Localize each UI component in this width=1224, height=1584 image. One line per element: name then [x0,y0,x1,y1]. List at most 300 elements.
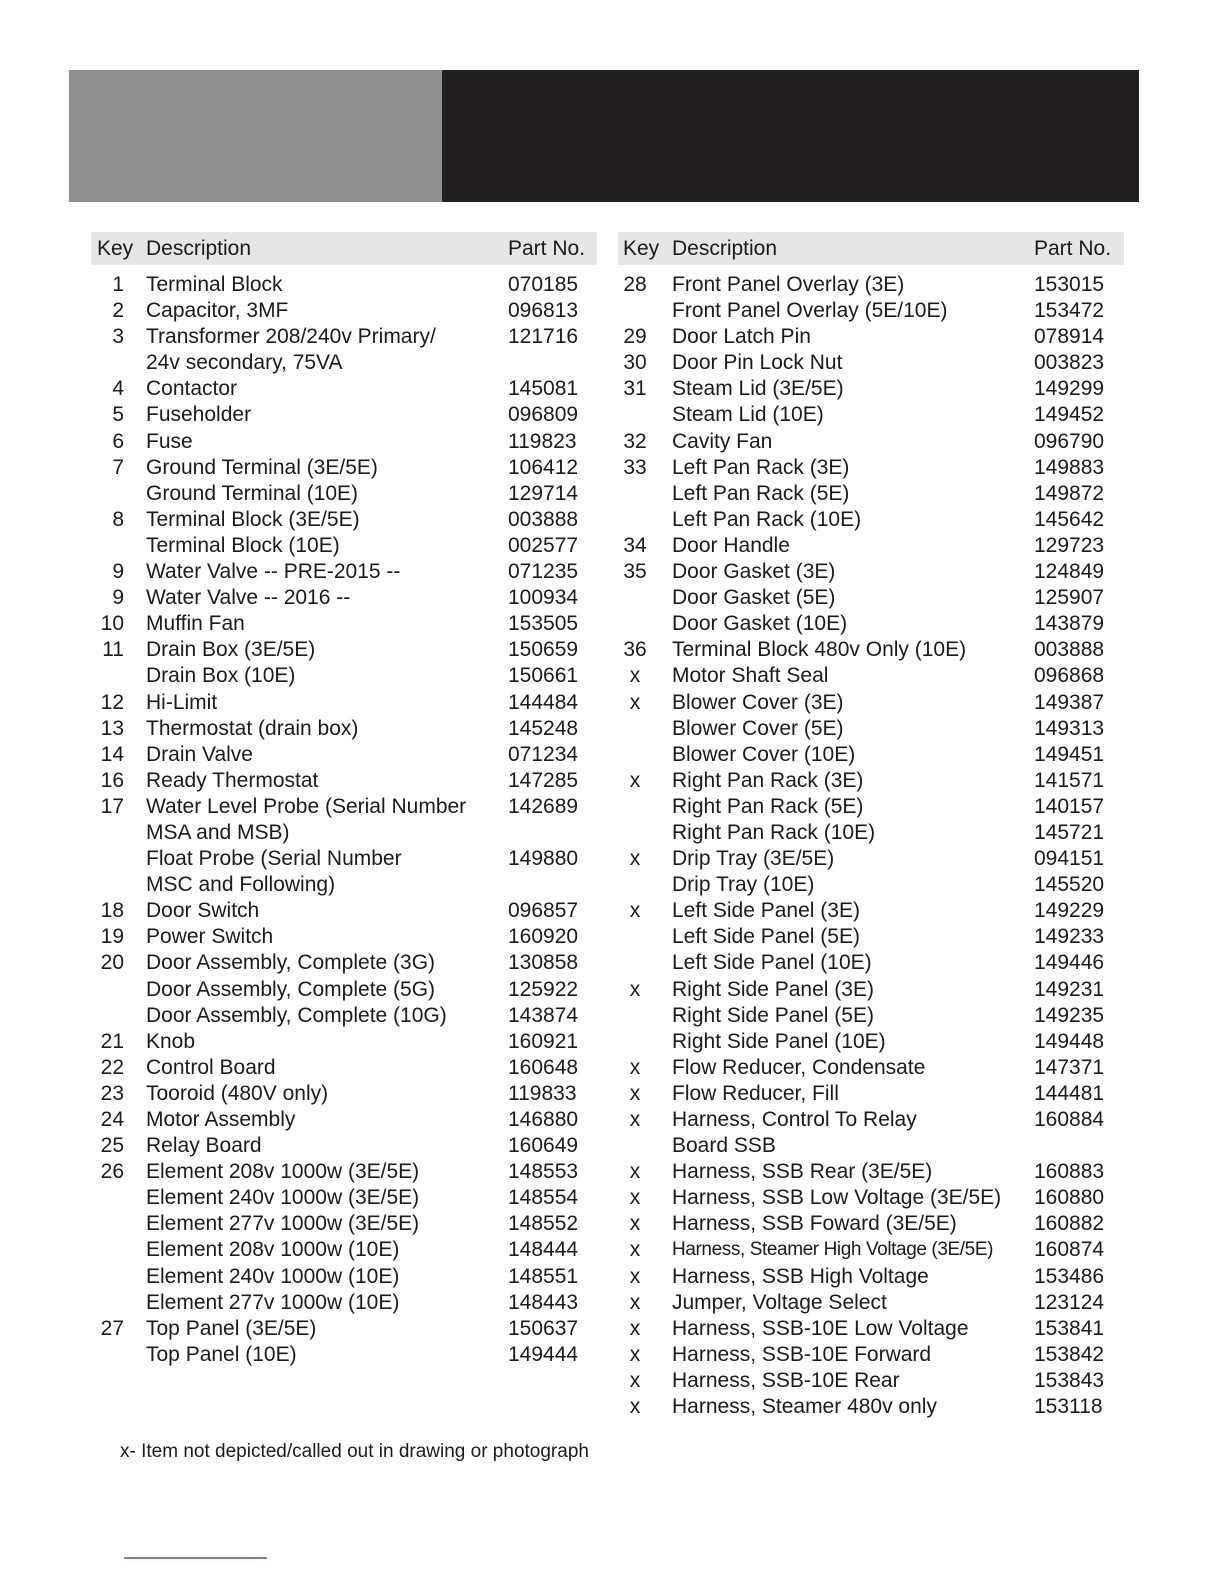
cell-description: Door Handle [672,533,790,557]
cell-key: x [629,1160,641,1184]
cell-key: x [629,1081,641,1105]
cell-key: x [629,690,641,714]
table-row [91,1133,597,1159]
cell-part-no: 147371 [1034,1055,1105,1079]
table-row [91,1107,597,1133]
cell-description: Blower Cover (5E) [672,716,844,740]
cell-part-no: 148554 [508,1186,579,1210]
cell-part-no: 160648 [508,1055,579,1079]
column-header-part-no: Part No. [1034,237,1112,260]
cell-key: 10 [100,612,124,636]
cell-key: 35 [623,560,647,584]
table-row [618,1342,1124,1368]
cell-part-no: 148444 [508,1238,579,1262]
table-row [91,1029,597,1055]
parts-table-left [91,232,597,1368]
cell-part-no: 003888 [508,507,579,531]
cell-description: Tooroid (480V only) [146,1081,329,1105]
cell-description: MSA and MSB) [146,820,290,844]
table-row [618,637,1124,663]
cell-key: 22 [100,1055,124,1079]
cell-description: Element 240v 1000w (10E) [146,1264,400,1288]
cell-key: x [629,1108,641,1131]
table-row [618,742,1124,768]
table-row [618,455,1124,481]
cell-part-no: 130858 [508,951,579,975]
cell-key: 8 [112,507,124,531]
cell-part-no: 149299 [1034,377,1105,401]
cell-part-no: 145520 [1034,873,1105,897]
cell-description: Control Board [146,1055,276,1079]
cell-part-no: 160882 [1034,1212,1105,1236]
cell-description: Motor Shaft Seal [672,664,829,688]
header-banner-gray [69,70,442,202]
cell-part-no: 145721 [1034,820,1105,844]
cell-part-no: 153118 [1034,1395,1103,1419]
cell-description: Door Latch Pin [672,325,811,349]
table-row [91,611,597,637]
table-row [618,402,1124,428]
cell-description: Water Valve -- PRE-2015 -- [146,560,401,584]
cell-description: Door Gasket (5E) [672,586,836,610]
cell-part-no: 149452 [1034,403,1105,427]
cell-description: Door Assembly, Complete (5G) [146,977,436,1001]
cell-part-no: 160874 [1034,1238,1105,1262]
cell-key: 1 [112,273,124,296]
cell-part-no: 141571 [1034,768,1105,792]
table-row [618,872,1124,898]
cell-description: Door Pin Lock Nut [672,351,843,375]
cell-key: 19 [100,925,124,949]
cell-description: Water Level Probe (Serial Number [146,794,467,818]
cell-part-no: 143874 [508,1003,579,1027]
cell-key: x [629,1186,641,1210]
cell-part-no: 140157 [1034,794,1105,818]
cell-key: x [629,664,641,688]
cell-description: Top Panel (3E/5E) [146,1316,317,1340]
table-row [91,376,597,402]
table-row [618,1316,1124,1342]
cell-key: x [629,977,641,1001]
cell-description: Hi-Limit [146,690,218,714]
cell-key: x [629,1342,641,1366]
cell-description: Door Assembly, Complete (10G) [146,1003,447,1027]
cell-part-no: 148551 [508,1264,579,1288]
cell-description: Right Pan Rack (3E) [672,768,864,792]
table-row [91,898,597,924]
cell-key: x [629,1212,641,1236]
cell-description: Element 208v 1000w (10E) [146,1238,400,1262]
table-row [618,1368,1124,1394]
cell-key: 9 [112,560,124,584]
cell-description: Right Side Panel (10E) [672,1029,886,1053]
table-row [618,820,1124,846]
cell-key: 31 [623,377,647,401]
table-row [618,272,1124,298]
table-row [91,768,597,794]
table-row [618,1003,1124,1029]
cell-key: 14 [100,742,124,766]
cell-description: Board SSB [672,1134,776,1158]
table-row [91,1211,597,1237]
cell-description: Harness, Steamer High Voltage (3E/5E) [672,1239,994,1261]
cell-part-no: 160883 [1034,1160,1105,1184]
table-row [618,1133,1124,1159]
table-row [91,1237,597,1263]
cell-part-no: 124849 [1034,560,1105,584]
table-row [91,1290,597,1316]
table-row [91,1264,597,1290]
cell-key: 36 [623,638,647,662]
cell-part-no: 143879 [1034,612,1105,636]
cell-description: Drain Valve [146,742,253,766]
table-row [91,1159,597,1185]
cell-key: 27 [100,1316,124,1340]
cell-part-no: 160884 [1034,1108,1105,1131]
cell-part-no: 096813 [508,299,579,323]
table-row [91,1081,597,1107]
column-header-description: Description [146,237,252,260]
cell-description: Left Side Panel (10E) [672,951,872,975]
cell-part-no: 121716 [508,325,579,349]
cell-part-no: 144481 [1034,1081,1105,1105]
table-row [618,533,1124,559]
cell-description: Right Pan Rack (5E) [672,794,864,818]
cell-part-no: 078914 [1034,325,1105,349]
cell-part-no: 142689 [508,794,579,818]
table-row [618,559,1124,585]
cell-key: 5 [112,403,124,427]
cell-part-no: 148552 [508,1212,579,1236]
table-row [618,1029,1124,1055]
cell-description: Muffin Fan [146,612,245,636]
cell-key: 16 [100,768,124,792]
cell-description: Terminal Block (10E) [146,533,340,557]
cell-part-no: 149233 [1034,925,1105,949]
cell-part-no: 147285 [508,768,579,792]
cell-description: Element 240v 1000w (3E/5E) [146,1186,420,1210]
cell-key: 12 [100,690,124,714]
cell-description: Front Panel Overlay (5E/10E) [672,299,948,323]
cell-description: Fuseholder [146,403,252,427]
cell-part-no: 150661 [508,664,579,688]
cell-part-no: 149235 [1034,1003,1105,1027]
cell-description: Capacitor, 3MF [146,299,289,323]
cell-description: Drain Box (3E/5E) [146,638,316,662]
table-row [618,950,1124,976]
cell-description: Blower Cover (10E) [672,742,856,766]
cell-description: Door Assembly, Complete (3G) [146,951,436,975]
cell-description: Left Pan Rack (5E) [672,481,850,505]
table-row [91,742,597,768]
column-header-part-no: Part No. [508,237,586,260]
table-row [91,507,597,533]
table-row [91,872,597,898]
cell-description: Element 277v 1000w (3E/5E) [146,1212,420,1236]
cell-description: Motor Assembly [146,1108,296,1131]
table-row [91,272,597,298]
cell-key: x [629,1055,641,1079]
cell-part-no: 096809 [508,403,579,427]
footer-rule [124,1557,267,1559]
cell-part-no: 003888 [1034,638,1105,662]
table-row [91,950,597,976]
cell-description: Flow Reducer, Condensate [672,1055,926,1079]
cell-description: Element 277v 1000w (10E) [146,1290,400,1314]
table-row [91,663,597,689]
table-row [91,298,597,324]
cell-description: Right Pan Rack (10E) [672,820,876,844]
cell-key: 7 [112,455,124,479]
cell-part-no: 129714 [508,481,579,505]
table-row [618,1185,1124,1211]
table-row [618,1159,1124,1185]
cell-part-no: 149448 [1034,1029,1105,1053]
table-row [618,663,1124,689]
table-row [618,924,1124,950]
cell-description: Water Valve -- 2016 -- [146,586,351,610]
cell-part-no: 149872 [1034,481,1105,505]
cell-description: MSC and Following) [146,873,336,897]
cell-description: Element 208v 1000w (3E/5E) [146,1160,420,1184]
cell-description: Harness, SSB-10E Rear [672,1368,900,1392]
column-header-key: Key [97,237,134,260]
cell-part-no: 153472 [1034,299,1105,323]
cell-description: Jumper, Voltage Select [672,1290,887,1314]
table-header [91,232,597,265]
table-row [91,1003,597,1029]
table-row [91,455,597,481]
cell-description: Ready Thermostat [146,768,319,792]
cell-key: 30 [623,351,647,375]
cell-part-no: 153015 [1034,273,1105,296]
table-row [91,481,597,507]
cell-key: 24 [100,1108,124,1131]
cell-key: x [629,847,641,871]
table-row [618,1290,1124,1316]
table-row [618,1237,1124,1263]
table-row [91,1185,597,1211]
cell-description: Door Gasket (3E) [672,560,836,584]
cell-part-no: 125907 [1034,586,1105,610]
cell-key: x [629,1395,641,1419]
cell-description: Left Side Panel (3E) [672,899,860,923]
column-header-key: Key [623,237,660,260]
table-row [91,559,597,585]
table-row [618,690,1124,716]
table-row [618,481,1124,507]
table-row [91,585,597,611]
cell-part-no: 096857 [508,899,579,923]
cell-key: 13 [100,716,124,740]
cell-description: Top Panel (10E) [146,1342,297,1366]
cell-part-no: 145081 [508,377,579,401]
cell-description: Steam Lid (3E/5E) [672,377,844,401]
cell-description: Blower Cover (3E) [672,690,844,714]
table-row [618,794,1124,820]
cell-part-no: 145248 [508,716,579,740]
cell-description: Left Pan Rack (10E) [672,507,862,531]
cell-part-no: 149451 [1034,742,1105,766]
table-row [91,716,597,742]
table-row [618,611,1124,637]
table-row [618,376,1124,402]
cell-key: 18 [100,899,124,923]
cell-description: Harness, Steamer 480v only [672,1395,937,1419]
cell-part-no: 119823 [508,429,577,453]
cell-key: x [629,768,641,792]
cell-part-no: 149883 [1034,455,1105,479]
table-row [91,637,597,663]
table-row [91,794,597,820]
cell-part-no: 071234 [508,742,579,766]
cell-description: Harness, SSB-10E Forward [672,1342,932,1366]
table-row [91,350,597,376]
cell-key: 26 [100,1160,124,1184]
cell-part-no: 153505 [508,612,579,636]
cell-key: 29 [623,325,647,349]
table-row [618,1264,1124,1290]
cell-key: x [629,1316,641,1340]
cell-description: Float Probe (Serial Number [146,847,402,871]
cell-key: x [629,1264,641,1288]
cell-description: Drip Tray (3E/5E) [672,847,835,871]
cell-description: Thermostat (drain box) [146,716,359,740]
cell-description: Ground Terminal (10E) [146,481,359,505]
cell-part-no: 149880 [508,847,579,871]
cell-description: Ground Terminal (3E/5E) [146,455,378,479]
cell-description: Transformer 208/240v Primary/ [146,325,436,349]
cell-description: Power Switch [146,925,274,949]
cell-part-no: 129723 [1034,533,1105,557]
cell-key: 32 [623,429,647,453]
table-row [91,846,597,872]
table-row [618,716,1124,742]
cell-description: Front Panel Overlay (3E) [672,273,905,296]
cell-part-no: 096790 [1034,429,1105,453]
cell-part-no: 100934 [508,586,579,610]
cell-part-no: 002577 [508,533,579,557]
cell-description: Right Side Panel (5E) [672,1003,874,1027]
table-row [618,350,1124,376]
cell-description: Harness, SSB-10E Low Voltage [672,1316,969,1340]
cell-description: Right Side Panel (3E) [672,977,874,1001]
cell-key: 20 [100,951,124,975]
cell-description: Left Side Panel (5E) [672,925,860,949]
cell-key: 2 [112,299,124,323]
table-row [91,324,597,350]
cell-part-no: 119833 [508,1081,577,1105]
table-row [91,1055,597,1081]
cell-description: Steam Lid (10E) [672,403,824,427]
cell-description: Drip Tray (10E) [672,873,815,897]
table-row [618,324,1124,350]
cell-description: 24v secondary, 75VA [146,351,343,375]
table-row [91,977,597,1003]
cell-part-no: 148443 [508,1290,579,1314]
table-body [618,272,1124,1420]
table-header [618,232,1124,265]
cell-key: 25 [100,1134,124,1158]
table-row [91,533,597,559]
cell-key: 17 [100,794,124,818]
cell-key: 9 [112,586,124,610]
cell-key: 11 [102,638,124,662]
table-row [618,977,1124,1003]
cell-part-no: 144484 [508,690,579,714]
cell-description: Terminal Block 480v Only (10E) [672,638,967,662]
cell-part-no: 070185 [508,273,579,296]
cell-part-no: 153841 [1034,1316,1105,1340]
table-row [618,1081,1124,1107]
table-row [91,820,597,846]
cell-key: 23 [100,1081,124,1105]
cell-part-no: 003823 [1034,351,1105,375]
cell-part-no: 149446 [1034,951,1105,975]
cell-part-no: 160649 [508,1134,579,1158]
table-row [91,690,597,716]
cell-part-no: 146880 [508,1108,579,1131]
cell-part-no: 148553 [508,1160,579,1184]
table-row [618,585,1124,611]
cell-part-no: 160921 [508,1029,579,1053]
cell-part-no: 123124 [1034,1290,1105,1314]
cell-key: 21 [100,1029,124,1053]
cell-key: x [629,1238,641,1262]
table-row [618,429,1124,455]
cell-part-no: 106412 [508,455,579,479]
cell-key: 33 [623,455,647,479]
header-banner-dark [442,70,1139,202]
cell-description: Cavity Fan [672,429,773,453]
cell-part-no: 153843 [1034,1368,1105,1392]
cell-part-no: 096868 [1034,664,1105,688]
table-row [618,507,1124,533]
footnote: x- Item not depicted/called out in drawing or photograph [120,1441,589,1462]
cell-description: Knob [146,1029,196,1053]
cell-part-no: 071235 [508,560,579,584]
parts-table-right [618,232,1124,1420]
cell-key: 6 [112,429,124,453]
cell-part-no: 149313 [1034,716,1105,740]
table-row [618,768,1124,794]
cell-description: Harness, SSB Foward (3E/5E) [672,1212,957,1236]
cell-key: x [629,1368,641,1392]
cell-part-no: 160920 [508,925,579,949]
table-row [91,924,597,950]
cell-part-no: 149229 [1034,899,1105,923]
cell-key: 4 [112,377,124,401]
cell-description: Fuse [146,429,193,453]
cell-key: 28 [623,273,647,296]
cell-description: Flow Reducer, Fill [672,1081,839,1105]
cell-description: Terminal Block [146,273,283,296]
table-row [91,402,597,428]
cell-key: x [629,1290,641,1314]
cell-part-no: 125922 [508,977,579,1001]
cell-description: Harness, SSB High Voltage [672,1264,929,1288]
cell-description: Harness, Control To Relay [672,1108,917,1131]
table-row [618,1211,1124,1237]
cell-part-no: 149387 [1034,690,1105,714]
table-row [91,429,597,455]
cell-key: 34 [623,533,647,557]
table-row [91,1342,597,1368]
table-row [618,1107,1124,1133]
cell-part-no: 160880 [1034,1186,1105,1210]
cell-part-no: 145642 [1034,507,1105,531]
cell-key: 3 [112,325,124,349]
